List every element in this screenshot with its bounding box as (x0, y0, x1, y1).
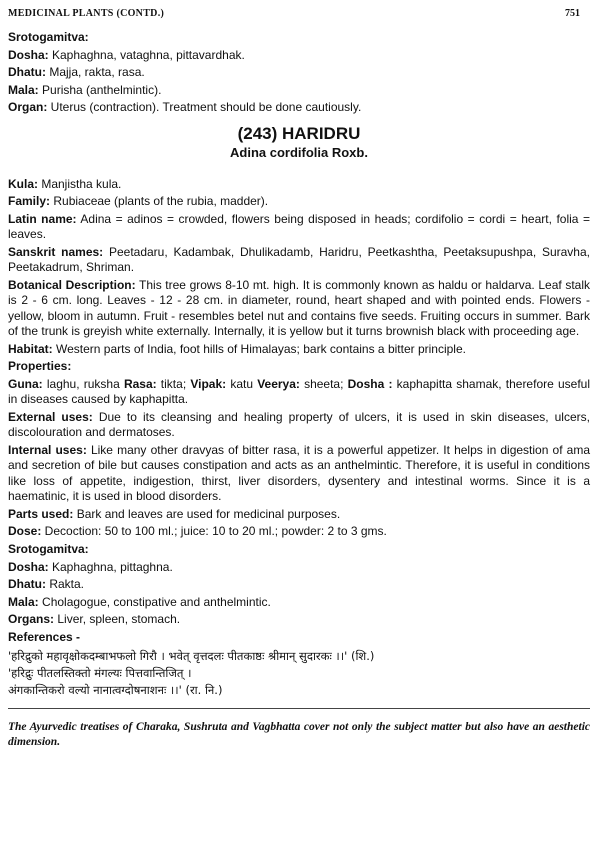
references-heading: References - (8, 629, 81, 644)
mala-line-2: Mala: Cholagogue, constipative and anthelmintic. (8, 594, 271, 609)
reference-verse: 'हरिद्रुः पीतलस्तिक्तो मंगल्यः पित्तवान्तिजित् । (8, 665, 192, 680)
habitat-line: Habitat: Western parts of India, foot hills of Himalayas; bark contains a bitter principle. (8, 341, 466, 356)
footer-divider (8, 708, 590, 709)
botanical-description: Botanical Description: This tree grows 8-10 mt. high. It is commonly known as haldu or haldarva. Leaf stalk is 2 - 6 cm. long. Leaves - 12 - 28 cm. in diameter, round, heart shaped and with pointed ends. Flowers - yellow, bloom in autumn. Fruit - resembles betel nut and contains five seeds. Fruiting occurs in summer. Bark of the trunk is greyish white externally. Internally, it is yellow but it turns brownish black with proceeding age. (8, 277, 590, 339)
internal-uses: Internal uses: Like many other dravyas of bitter rasa, it is a powerful appetizer. It helps in digestion of ama and secretion of bile but causes constipation and acts as an anthelmintic. Therefore, it is useful in conditions like loss of appetite, indigestion, thirst, liver disorders, dysentery and intestinal worms. Since it is a haematinic, it is used in blood disorders. (8, 442, 591, 504)
page-header (8, 8, 590, 30)
srotogamitva-heading-2: Srotogamitva: (8, 541, 89, 556)
entry-fields (8, 177, 590, 646)
guna-line: Guna: laghu, ruksha Rasa: tikta; Vipak: katu Veerya: sheeta; Dosha : kaphapitta shamak, therefore useful in diseases caused by kaphapitta. (8, 376, 590, 407)
reference-verse: अंगकान्तिकरो वल्यो नानात्वग्दोषनाशनः ।।' (रा. नि.) (8, 682, 223, 697)
running-head: MEDICINAL PLANTS (CONTD.) (8, 8, 165, 19)
page-number: 751 (565, 8, 580, 19)
family-line: Family: Rubiaceae (plants of the rubia, madder). (8, 194, 269, 209)
dhatu-line: Dhatu: Majja, rakta, rasa. (8, 65, 145, 80)
sanskrit-references (8, 648, 590, 698)
latin-name-line: Latin name: Adina = adinos = crowded, flowers being disposed in heads; cordifolio = cordi = heart, folia = leaves. (8, 211, 590, 242)
srotogamitva-heading: Srotogamitva: (8, 30, 89, 44)
reference-verse: 'हरिद्रुको महावृक्षोकदम्बाभफलो गिरौ । भवेत् वृत्तदलः पीतकाष्ठः श्रीमान् सुदारकः ।।' (शि.) (8, 648, 375, 663)
kula-line: Kula: Manjistha kula. (8, 176, 122, 191)
sanskrit-names-line: Sanskrit names: Peetadaru, Kadambak, Dhulikadamb, Haridru, Peetkashtha, Peetaksupushpa, Suravha, Peetakadrum, Shriman. (8, 244, 590, 275)
dhatu-line-2: Dhatu: Rakta. (8, 577, 85, 592)
dosha-line: Dosha: Kaphaghna, vataghna, pittavardhak. (8, 47, 245, 62)
organ-line: Organ: Uterus (contraction). Treatment should be done cautiously. (8, 100, 362, 115)
parts-used-line: Parts used: Bark and leaves are used for medicinal purposes. (8, 506, 341, 521)
dose-line: Dose: Decoction: 50 to 100 ml.; juice: 10 to 20 ml.; powder: 2 to 3 gms. (8, 524, 387, 539)
footer-note: The Ayurvedic treatises of Charaka, Sushruta and Vagbhatta cover not only the subject matter but also have an aesthetic dimension. (8, 721, 590, 749)
external-uses: External uses: Due to its cleansing and healing property of ulcers, it is used in skin diseases, ulcers, discolouration and dermatoses. (8, 409, 590, 440)
properties-heading: Properties: (8, 359, 72, 374)
page-content (8, 30, 590, 750)
entry-title: (243) HARIDRU (237, 123, 361, 143)
mala-line: Mala: Purisha (anthelmintic). (8, 82, 162, 97)
entry-heading (8, 124, 590, 161)
entry-latin-name: Adina cordifolia Roxb. (230, 144, 368, 160)
dosha-line-2: Dosha: Kaphaghna, pittaghna. (8, 559, 173, 574)
previous-entry-tail (8, 30, 590, 116)
organs-line: Organs: Liver, spleen, stomach. (8, 612, 181, 627)
